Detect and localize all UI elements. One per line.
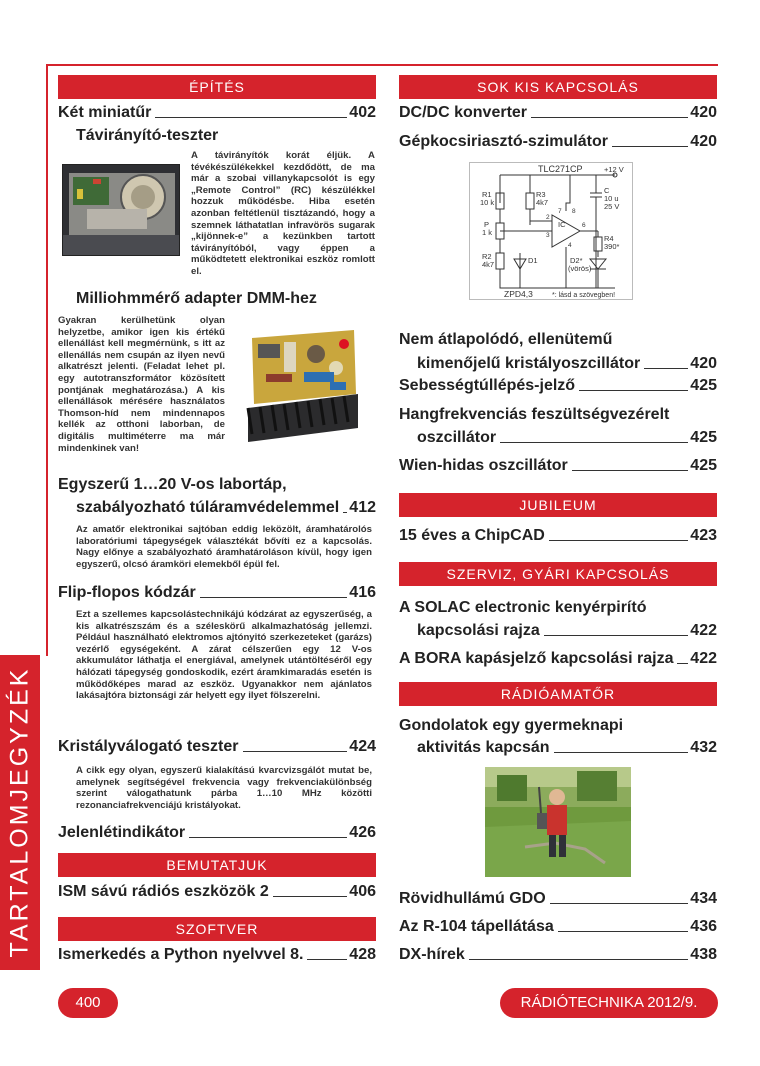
schematic-r1: R1 <box>482 190 492 199</box>
toc-leader <box>549 540 688 541</box>
toc-title: oszcillátor <box>417 429 497 446</box>
toc-page: 436 <box>690 918 717 935</box>
toc-leader <box>531 117 688 118</box>
magazine-issue: RÁDIÓTECHNIKA 2012/9. <box>500 988 718 1018</box>
toc-entry-dx-hirek[interactable] <box>399 946 717 964</box>
circuit-schematic <box>469 162 633 300</box>
schematic-c-value1: 10 u <box>604 194 619 203</box>
toc-leader <box>677 663 688 664</box>
schematic-r4-value: 390* <box>604 242 620 251</box>
toc-leader <box>544 635 689 636</box>
toc-page: 420 <box>690 133 717 150</box>
toc-title: Két miniatűr <box>58 104 152 121</box>
toc-title: Kristályválogató teszter <box>58 738 239 755</box>
toc-page: 412 <box>349 499 376 516</box>
toc-entry-dcdc[interactable] <box>399 104 717 122</box>
toc-leader <box>558 931 689 932</box>
description-taviranyito: A távirányítók korát éljük. A tévékészülékekkel kezdődött, de ma már a szobai villanykapcsolót is egy „Remote Control” (RC) készülékkel hozzuk működésbe. Hiba esetén azonban feltétlenül tisztázandó, hogy a szemnek láthatatlan infravörös sugarak „kijönnek-e” a kezünkben tartott távirányítóból, vagy éppen a működtetett elektronikai eszköz romlott el. <box>191 150 375 277</box>
toc-entry-sebessegtullepes[interactable] <box>399 377 717 395</box>
toc-title: Ismerkedés a Python nyelvvel 8. <box>58 946 304 963</box>
toc-page: 426 <box>349 824 376 841</box>
toc-page: 424 <box>349 738 376 755</box>
toc-leader <box>155 117 347 118</box>
toc-page: 420 <box>690 104 717 121</box>
toc-entry-flip-flopos-kodzar[interactable] <box>58 584 376 602</box>
toc-title: Sebességtúllépés-jelző <box>399 377 576 394</box>
section-header-epites: ÉPÍTÉS <box>58 75 376 99</box>
description-kodzar: Ezt a szellemes kapcsolástechnikájú kódzárat az egyszerűség, a kis alkatrészszám és a széleskörű alkalmazhatóság jellemzi. Például használható elektromos ajtónyitó szerkezeteket (garázs) vezérlő egységeként. A zárat célszerűen egy 12 V-os akkumulátor láthatja el energiával, amelynek utántöltéséről egy hálózati tápegység gondoskodik, ezért áramkimaradás esetén is működőképes marad az eszköz. Ugyanakkor nem ajánlatos lakásajtóra biztonsági zár helyett egy ilyet fölszerelni. <box>76 609 372 702</box>
toc-title: szabályozható túláramvédelemmel <box>76 499 340 516</box>
toc-page: 423 <box>690 527 717 544</box>
toc-leader <box>550 903 689 904</box>
toc-leader <box>579 390 688 391</box>
toc-entry-rovidhullamu-gdo[interactable] <box>399 890 717 908</box>
toc-leader <box>500 442 688 443</box>
schematic-note: *: lásd a szövegben! <box>552 292 616 299</box>
schematic-pin7: 7 <box>558 208 562 215</box>
toc-leader <box>189 837 347 838</box>
schematic-pin8: 8 <box>572 208 576 215</box>
toc-title: DC/DC konverter <box>399 104 528 121</box>
toc-title: Az R-104 tápellátása <box>399 918 554 935</box>
toc-leader <box>307 959 347 960</box>
toc-leader <box>612 146 688 147</box>
schematic-c: C <box>604 186 610 195</box>
toc-page: 432 <box>690 739 717 756</box>
toc-title: kapcsolási rajza <box>417 622 540 639</box>
toc-entry-ket-miniatur[interactable] <box>58 104 376 122</box>
toc-leader <box>572 470 689 471</box>
schematic-c-value2: 25 V <box>604 202 620 211</box>
description-labortap: Az amatőr elektronikai sajtóban eddig leközölt, áramhatárolós laboratóriumi tápegységek választékát bővíti ez a kapcsolás. Nagy előnye a szabályozható áramhatároláson kívül, hogy igen egyszerű, olcsó áramköri elemekből épül fel. <box>76 524 372 570</box>
toc-title: kimenőjelű kristályoszcillátor <box>417 355 641 372</box>
section-header-szoftver: SZOFTVER <box>58 917 376 941</box>
description-kristalyvalogato: A cikk egy olyan, egyszerű kialakítású kvarcvizsgálót mutat be, amelynek segítségével frekvencia vagy frekvenciakülönbség szerint válogathatunk párba 1…10 MHz közötti rezonanciafrekvenciájú kristályokat. <box>76 765 372 811</box>
toc-leader <box>200 597 348 598</box>
toc-entry-chipcad[interactable] <box>399 527 717 545</box>
schematic-r3-value: 4k7 <box>536 198 549 207</box>
schematic-r2-value: 4k7 <box>482 260 495 269</box>
schematic-vcc: +12 V <box>604 165 624 174</box>
toc-title: 15 éves a ChipCAD <box>399 527 545 544</box>
toc-title: A BORA kapásjelző kapcsolási rajza <box>399 650 674 667</box>
schematic-pin3: 3 <box>546 232 550 239</box>
toc-entry-kristalyoszcillator-line1[interactable]: Nem átlapolódó, ellenütemű <box>399 331 613 348</box>
photo-milliohm-adapter <box>244 324 362 444</box>
toc-entry-solac-line1[interactable]: A SOLAC electronic kenyérpirító <box>399 599 647 616</box>
toc-page: 416 <box>349 584 376 601</box>
section-header-radioamator: RÁDIÓAMATŐR <box>399 682 717 706</box>
toc-title: Wien-hidas oszcillátor <box>399 457 568 474</box>
toc-entry-labortap[interactable] <box>58 499 376 517</box>
toc-title: DX-hírek <box>399 946 465 963</box>
schematic-chip-label: TLC271CP <box>538 164 583 174</box>
schematic-pin4: 4 <box>568 242 572 249</box>
toc-page: 422 <box>690 622 717 639</box>
toc-leader <box>469 959 689 960</box>
toc-title: ISM sávú rádiós eszközök 2 <box>58 883 269 900</box>
toc-leader <box>554 752 689 753</box>
schematic-zpd: ZPD4,3 <box>504 289 533 299</box>
toc-page: 438 <box>690 946 717 963</box>
photo-child-with-antenna <box>485 767 631 877</box>
schematic-r4: R4 <box>604 234 614 243</box>
toc-title: Flip-flopos kódzár <box>58 584 196 601</box>
toc-entry-hangfrekvencias-line1[interactable]: Hangfrekvenciás feszültségvezérelt <box>399 406 670 423</box>
toc-page: 422 <box>690 650 717 667</box>
toc-entry-r104[interactable] <box>399 918 717 936</box>
schematic-pin2: 2 <box>546 214 550 221</box>
toc-entry-wien-hidas[interactable] <box>399 457 717 475</box>
toc-page: 428 <box>349 946 376 963</box>
schematic-r2: R2 <box>482 252 492 261</box>
toc-page: 434 <box>690 890 717 907</box>
subheading-taviranyito-teszter: Távirányító-teszter <box>76 127 219 144</box>
page-number: 400 <box>58 988 118 1018</box>
section-header-jubileum: JUBILEUM <box>399 493 717 517</box>
toc-entry-labortap-line1[interactable]: Egyszerű 1…20 V-os labortáp, <box>58 476 287 493</box>
sidebar-title: TARTALOMJEGYZÉK <box>5 666 34 958</box>
toc-page: 406 <box>349 883 376 900</box>
toc-page: 425 <box>690 457 717 474</box>
toc-page: 420 <box>690 355 717 372</box>
toc-entry-ism[interactable] <box>58 883 376 901</box>
schematic-p: P <box>484 220 490 229</box>
toc-title: Gépkocsiriasztó-szimulátor <box>399 133 608 150</box>
section-header-szerviz: SZERVIZ, GYÁRI KAPCSOLÁS <box>399 562 717 586</box>
schematic-p-value: 1 k <box>482 228 493 237</box>
toc-entry-gyermeknap-line1[interactable]: Gondolatok egy gyermeknapi <box>399 717 624 734</box>
toc-entry-kristalyoszcillator[interactable] <box>399 355 717 373</box>
toc-leader <box>273 896 348 897</box>
toc-page: 425 <box>690 429 717 446</box>
schematic-d2: D2* <box>570 256 583 265</box>
toc-entry-solac[interactable] <box>399 622 717 640</box>
description-milliohmmero: Gyakran kerülhetünk olyan helyzetbe, amikor igen kis értékű ellenállást kell megmérnünk, s itt az ellenállás nem csupán az ilyen nevű alkatrészt jelenti. (Feladat lehet pl. egy autotranszformátor közösített pontjának meghatározása.) A kis ellenállások mérésére használatos Thomson-híd nem mindennapos kellék az otthoni laborban, de digitális multiméterre ma már mindenkinek van! <box>58 315 225 454</box>
toc-page: 425 <box>690 377 717 394</box>
toc-entry-gepkocsiriaszto[interactable] <box>399 133 717 151</box>
page-frame-left <box>46 64 48 656</box>
toc-entry-python[interactable] <box>58 946 376 964</box>
toc-entry-bora[interactable] <box>399 650 717 668</box>
page-frame-top <box>46 64 718 66</box>
schematic-d1: D1 <box>528 256 538 265</box>
toc-title: Rövidhullámú GDO <box>399 890 546 907</box>
toc-leader <box>343 512 347 513</box>
toc-entry-jelenletindikator[interactable] <box>58 824 376 842</box>
subheading-milliohmmero: Milliohmmérő adapter DMM-hez <box>76 290 317 307</box>
schematic-d2-value: (vörös) <box>568 264 592 273</box>
toc-title: Jelenlétindikátor <box>58 824 186 841</box>
schematic-ic: IC <box>558 220 566 229</box>
toc-title: aktivitás kapcsán <box>417 739 550 756</box>
toc-entry-gyermeknap[interactable] <box>399 739 717 757</box>
section-header-bemutatjuk: BEMUTATJUK <box>58 853 376 877</box>
schematic-r3: R3 <box>536 190 546 199</box>
toc-page: 402 <box>349 104 376 121</box>
schematic-r1-value: 10 k <box>480 198 495 207</box>
photo-remote-tester <box>62 164 180 256</box>
toc-leader <box>243 751 348 752</box>
schematic-pin6: 6 <box>582 222 586 229</box>
toc-entry-hangfrekvencias[interactable] <box>399 429 717 447</box>
toc-leader <box>644 368 688 369</box>
toc-entry-kristalyvalogato[interactable] <box>58 738 376 756</box>
section-header-sok-kis-kapcsolas: SOK KIS KAPCSOLÁS <box>399 75 717 99</box>
